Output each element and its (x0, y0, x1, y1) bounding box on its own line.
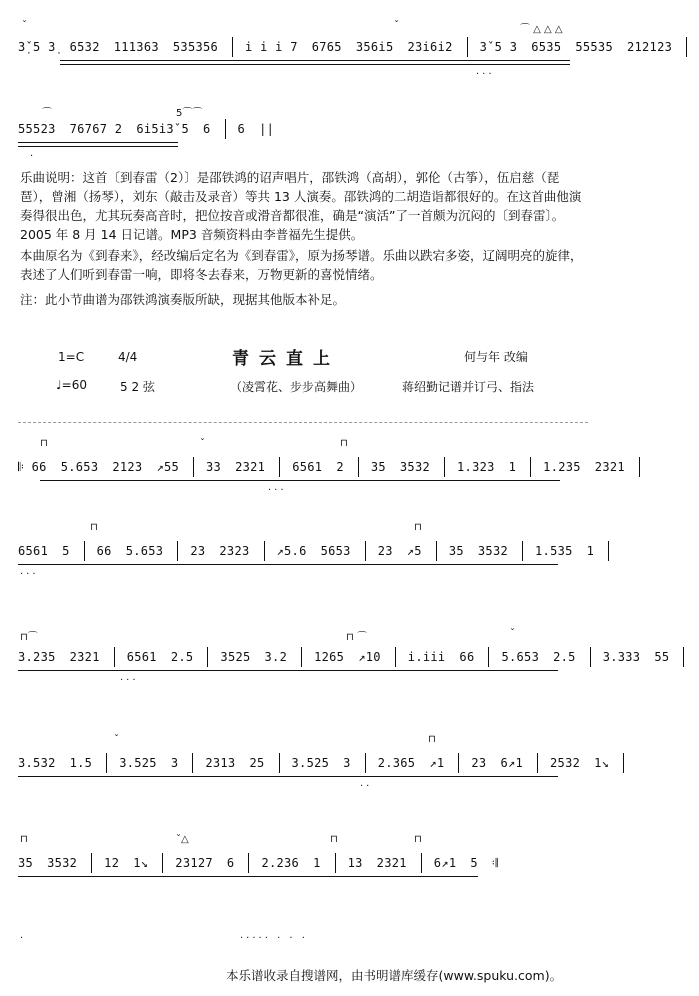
score-cell: 3.525 (291, 756, 330, 770)
bow-mark: ˇ (510, 628, 515, 639)
score-cell: ↗10 (358, 650, 381, 664)
bow-mark: ⊓ (414, 834, 422, 845)
barline (365, 541, 366, 561)
barline (590, 647, 591, 667)
score-cell: 2323 (219, 544, 250, 558)
score-cell: 2321 (376, 856, 407, 870)
score-cell: 2 (336, 460, 344, 474)
bow-mark: ⊓ (330, 834, 338, 845)
bow-mark: ˇ△ (176, 834, 189, 845)
score-cell: 66 (96, 544, 112, 558)
score-cell: ↗5 (406, 544, 422, 558)
score-cell: 3 (343, 756, 351, 770)
barline (623, 753, 624, 773)
score-row-1 (18, 456, 652, 478)
barline (91, 853, 92, 873)
score-cell: 1 (586, 544, 595, 558)
score-cell: 2123 (112, 460, 143, 474)
score-cell: 1265 (314, 650, 345, 664)
beam-line (18, 142, 178, 143)
score-cell: 2.365 (377, 756, 416, 770)
score-row-2 (18, 540, 621, 562)
score-cell: 6561 (126, 650, 157, 664)
barline (358, 457, 359, 477)
score-cell: 3̣ˇ5 3̣ (18, 40, 56, 54)
barline (488, 647, 489, 667)
score-cell: ↗1 (429, 756, 445, 770)
score-cell: 𝄇 (491, 855, 499, 870)
barline (683, 647, 684, 667)
barline (365, 753, 366, 773)
score-cell: 3532 (399, 460, 431, 474)
beam-line (18, 876, 478, 877)
bow-mark: ⊓ (340, 438, 348, 449)
score-cell: 6↗1 (433, 856, 457, 870)
score-cell: 2.5 (170, 650, 194, 664)
barline (177, 541, 178, 561)
score-cell: 5.653 (501, 650, 540, 664)
score-cell: ↗55 (156, 460, 180, 474)
score-cell: 3ˇ5 3 (479, 40, 518, 54)
bow-mark: ⊓ (428, 734, 436, 745)
barline (530, 457, 531, 477)
octave-dots: ... (20, 566, 39, 577)
beam-line (18, 776, 558, 777)
barline (639, 457, 640, 477)
barline (279, 457, 280, 477)
barline (436, 541, 437, 561)
bow-mark: ⊓ ⌒ (346, 632, 367, 643)
score-cell: 6765 (311, 40, 342, 54)
score-cell: 5653 (320, 544, 351, 558)
bow-mark: ⊓ (90, 522, 98, 533)
score-cell: 1 (508, 460, 517, 474)
score-cell: 55523 (18, 122, 56, 136)
barline (395, 647, 396, 667)
score-cell: 23127 (175, 856, 213, 870)
barline (335, 853, 336, 873)
score-cell: 25 (249, 756, 265, 770)
score-cell: 1.235 (543, 460, 581, 474)
score-cell: 1 (313, 856, 321, 870)
bow-mark: ⊓ (20, 834, 28, 845)
score-cell: 3.532 (18, 756, 56, 770)
score-cell: i.iii (407, 650, 446, 664)
score-cell: 6532 (69, 40, 100, 54)
score-cell: 12 (104, 856, 120, 870)
barline (225, 119, 226, 139)
score-cell: 2321 (69, 650, 100, 664)
barline (537, 753, 538, 773)
grace-mark: 5⌒⌒ (176, 108, 203, 119)
barline (192, 753, 193, 773)
score-cell: 3.525 (119, 756, 157, 770)
score-cell: 13 (347, 856, 363, 870)
beam-line (18, 146, 178, 147)
score-cell: 2313 (205, 756, 236, 770)
score-cell: 2532 (550, 756, 581, 770)
octave-dots: . (20, 930, 27, 941)
barline (207, 647, 208, 667)
score-cell: 2321 (594, 460, 625, 474)
score-cell: 76767 2 (69, 122, 123, 136)
score-cell: 1↘ (133, 856, 149, 870)
barline (193, 457, 194, 477)
score-cell: 6535 (531, 40, 562, 54)
staff-guide (18, 422, 588, 423)
barline (522, 541, 523, 561)
octave-dots: ... (120, 672, 139, 683)
score-cell: 23i6i2 (407, 40, 453, 54)
score-cell: 6561 (292, 460, 323, 474)
barline (686, 37, 687, 57)
score-cell: 6 (203, 122, 211, 136)
barline (301, 647, 302, 667)
score-cell: 3.235 (18, 650, 56, 664)
string-tuning: 5 2 弦 (120, 380, 155, 394)
beam-line (60, 60, 570, 61)
barline (84, 541, 85, 561)
beam-line (60, 64, 570, 65)
score-cell: 5 (470, 856, 478, 870)
score-cell: 23 (471, 756, 487, 770)
score-cell: 6↗1 (500, 756, 524, 770)
score-cell: 1↘ (594, 756, 610, 770)
score-cell: 6561 (18, 544, 49, 558)
beam-line (40, 480, 560, 481)
bow-mark: ⊓ (414, 522, 422, 533)
score-cell: || (259, 122, 275, 136)
barline (467, 37, 468, 57)
score-cell: 111363 (113, 40, 159, 54)
description-paragraph: 注：此小节曲谱为邵铁鸿演奏版所缺，现据其他版本补足。 (20, 292, 346, 307)
description-paragraph: 乐曲说明：这首〔到春雷（2）〕是邵铁鸿的诏声唱片，邵铁鸿（高胡），郭伦（古筝），伍启慈（琵琶），曾湘（扬琴），刘东（敲击及录音）等共 13 人演奏。邵铁鸿的二胡造诣都很好的。在这首曲他演奏得很出色，尤其玩奏高音时，把位按音或滑音都很准，确是“演活”了一首颇为沉闷的〔到春雷〕。2005 年 8 月 14 日记谱。MP3 音频资料由李普福先生提供。 (20, 170, 582, 242)
score-cell: 6 (226, 856, 235, 870)
score-cell: 55535 (575, 40, 613, 54)
score-cell: 6i5i3ˇ5 (136, 122, 189, 136)
score-cell: 1.323 (457, 460, 495, 474)
top-score-row-1 (18, 36, 699, 58)
subtitle: （凌霄花、步步高舞曲） (230, 380, 363, 394)
score-row-4 (18, 752, 636, 774)
bow-mark: ˇ (22, 20, 27, 31)
bow-mark: ˇ (200, 438, 205, 449)
score-cell: 5 (62, 544, 70, 558)
score-cell: 23 (377, 544, 393, 558)
score-cell: 5.653 (60, 460, 99, 474)
score-cell: 3525 (220, 650, 251, 664)
score-cell: 33 (206, 460, 222, 474)
barline (264, 541, 265, 561)
key-signature: 1=C (58, 350, 85, 364)
score-cell: 3.333 (602, 650, 641, 664)
score-cell: 𝄆 66 (18, 459, 47, 474)
octave-dots: ... (268, 482, 287, 493)
score-cell: 35 (448, 544, 464, 558)
octave-dots: ... (476, 66, 495, 77)
score-cell: ↗5.6 (276, 544, 307, 558)
score-row-5 (18, 852, 512, 874)
score-cell: 6 (237, 122, 246, 136)
score-cell: 212123 (626, 40, 673, 54)
slur-mark: ⌒ (42, 108, 52, 119)
score-cell: 35 (18, 856, 34, 870)
description-paragraph: 本曲原名为《到春来》，经改编后定名为《到春雷》，原为扬琴谱。乐曲以跌宕多姿，辽阔明亮的旋律，表述了人们听到春雷一响，即将冬去春来，万物更新的喜悦情绪。 (20, 248, 583, 282)
score-cell: 55 (654, 650, 670, 664)
accent-marks: ⌒ △ △ △ (520, 24, 563, 35)
score-cell: 3532 (477, 544, 509, 558)
bow-mark: ⊓⌒ (20, 632, 38, 643)
barline (162, 853, 163, 873)
score-cell: i i i 7 (245, 40, 298, 54)
score-cell: 3532 (47, 856, 78, 870)
octave-dots: .. (360, 778, 373, 789)
beam-line (18, 670, 558, 671)
time-signature: 4/4 (118, 350, 138, 364)
barline (114, 647, 115, 667)
transcriber: 蒋绍勤记谱并订弓、指法 (402, 380, 535, 394)
barline (106, 753, 107, 773)
top-score-row-2 (18, 118, 288, 140)
octave-dots: . (30, 148, 37, 159)
score-cell: 356i5 (355, 40, 394, 54)
barline (458, 753, 459, 773)
score-cell: 1.535 (535, 544, 573, 558)
score-cell: 23 (190, 544, 206, 558)
source-footer: 本乐谱收录自搜谱网，由书明谱库缓存(www.spuku.com)。 (226, 968, 563, 983)
score-cell: 2321 (235, 460, 266, 474)
bow-mark: ˇ (394, 20, 399, 31)
score-cell: 35 (370, 460, 386, 474)
octave-dots: ..... . . . (240, 930, 308, 941)
arranger: 何与年 改编 (464, 350, 528, 364)
score-cell: 2.236 (261, 856, 300, 870)
score-cell: 66 (459, 650, 475, 664)
beam-line (18, 564, 558, 565)
score-cell: 535356 (172, 40, 219, 54)
barline (444, 457, 445, 477)
page-title: 青云直上 (232, 349, 340, 369)
score-cell: 3 (170, 756, 179, 770)
tempo: ♩=60 (56, 378, 87, 392)
score-cell: 3.2 (264, 650, 288, 664)
barline (608, 541, 609, 561)
score-row-3 (18, 646, 696, 668)
barline (279, 753, 280, 773)
bow-mark: ˇ (114, 734, 119, 745)
barline (232, 37, 233, 57)
score-cell: 2.5 (553, 650, 576, 664)
bow-mark: ⊓ (40, 438, 48, 449)
score-cell: 5.653 (125, 544, 164, 558)
barline (421, 853, 422, 873)
barline (248, 853, 249, 873)
score-cell: 1.5 (69, 756, 93, 770)
